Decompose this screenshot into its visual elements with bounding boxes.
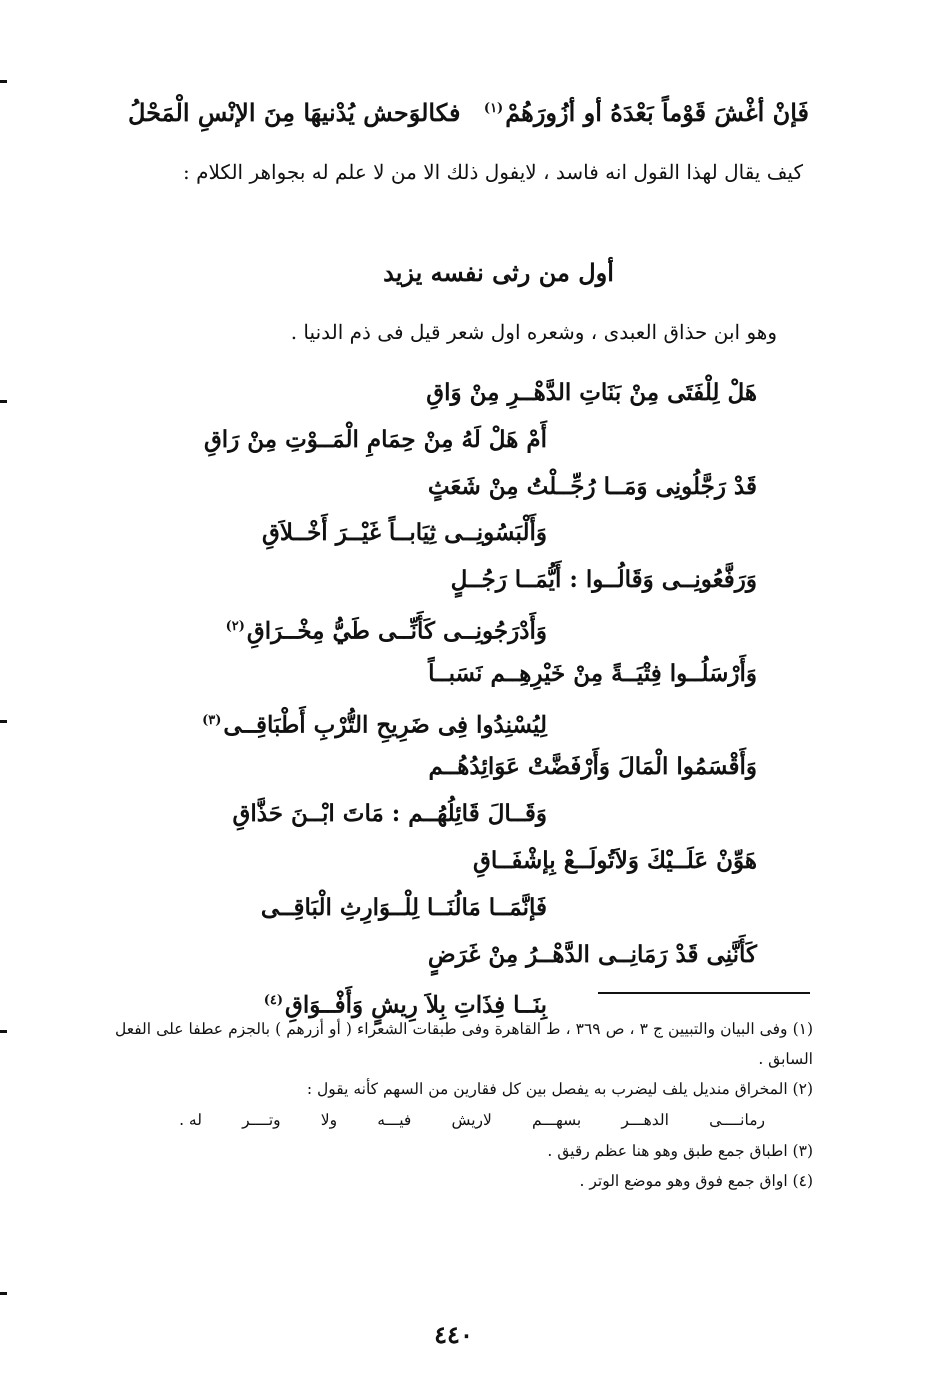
footnote-ref: (٢) <box>225 618 245 634</box>
poem-line-text: قَدْ رَجَّلُونِى وَمَــا رُجِّــلْتُ مِنْ شَعَثٍ <box>427 472 757 500</box>
footnote-2: (٢) المخراق منديل يلف ليضرب به يفصل بين كل فقارين من السهم كأنه يقول : <box>306 1080 813 1098</box>
poem-line <box>130 651 757 698</box>
scan-edge-mark <box>0 720 7 723</box>
footnote-verse-word: الدهـــر <box>621 1111 669 1129</box>
poem-line <box>130 557 757 604</box>
opening-hemistich-1: فَإنْ أغْشَ قَوْماً بَعْدَهُ أو أزُورَهُمْ$^{(١)}$ <box>483 98 809 127</box>
scan-edge-mark <box>0 1292 7 1295</box>
footnote-3: (٣) اطباق جمع طبق وهو هنا عظم رقيق . <box>547 1142 813 1160</box>
poem-line-text: كَأَنَّنِى قَدْ رَمَانِــى الدَّهْــرُ مِنْ غَرَضٍ <box>427 940 757 968</box>
poem-line <box>130 744 757 791</box>
section-heading: أول من رثى نفسه يزيد <box>383 258 614 287</box>
footnote-verse-word: ولا <box>320 1111 338 1129</box>
footnotes <box>115 1014 813 1196</box>
footnote-ref: (٤) <box>263 993 283 1009</box>
footnote-separator <box>598 992 810 994</box>
footnote-2-verse <box>115 1104 813 1136</box>
footnote-verse-word: فيـــه <box>377 1111 412 1129</box>
scan-edge-mark <box>0 80 7 83</box>
footnote-1: (١) وفى البيان والتبيين ج ٣ ، ص ٣٦٩ ، ط القاهرة وفى طبقات الشعراء ( أو أزرهم ) بالجزم عطفا على الفعل السابق . <box>115 1020 814 1068</box>
poem-line <box>130 464 757 511</box>
poem-line <box>130 417 757 464</box>
footnote-ref: (٣) <box>202 712 222 728</box>
commentary-paragraph: كيف يقال لهذا القول انه فاسد ، لايفول ذلك الا من لا علم له بجواهر الكلام : <box>183 160 803 184</box>
poem-line <box>130 604 757 651</box>
poem-line-text: هَوِّنْ عَلَــيْكَ وَلاَتُولَــعْ بِإشْفَــاقِ <box>473 846 757 874</box>
poem-line-text: وَأَدْرَجُونِــى كَأَنِّــى طَيُّ مِخْــرَاقِ <box>246 617 547 645</box>
poem-line <box>130 838 757 885</box>
poem-line-text: وَقَــالَ قَائِلُهُــم : مَاتَ ابْــنَ حَذَّاقِ <box>232 800 547 828</box>
poem-line <box>130 510 757 557</box>
poem-line-text: وَرَفَّعُونِــى وَقَالُــوا : أَيُّمَــا رَجُــلٍ <box>450 566 757 594</box>
page-number: ٤٤٠ <box>434 1320 473 1349</box>
footnote-ref: (١) <box>483 101 504 116</box>
footnote-verse-word: لاريش <box>451 1111 492 1129</box>
poem <box>130 370 757 1025</box>
poem-line-text: وَأَرْسَلُــوا فِتْيَــةً مِنْ خَيْرِهِــم نَسَبــاً <box>428 659 757 687</box>
poem-line-text: هَلْ لِلْفَتَى مِنْ بَنَاتِ الدَّهْــرِ مِنْ وَاقِ <box>426 379 757 406</box>
footnote-verse-word: وتــــر <box>242 1111 281 1129</box>
scan-edge-mark <box>0 1030 7 1033</box>
poem-line <box>130 885 757 932</box>
poem-line-text: فَإنَّمَــا مَالُنَــا لِلْــوَارِثِ الْبَاقِــى <box>260 893 547 921</box>
footnote-verse-word: له . <box>179 1111 202 1129</box>
poem-line <box>130 370 757 417</box>
poem-line <box>130 698 757 745</box>
footnote-4: (٤) اواق جمع فوق وهو موضع الوتر . <box>579 1172 813 1190</box>
footnote-verse-word: رمانــــى <box>709 1111 765 1129</box>
footnote-verse-word: بسهـــم <box>532 1111 582 1129</box>
poem-line-text: أَمْ هَلْ لَهُ مِنْ حِمَامِ الْمَــوْتِ مِنْ رَاقِ <box>203 425 547 453</box>
poem-line-text: لِيُسْنِدُوا فِى ضَرِيحِ التُّرْبِ أَطْبَاقِــى <box>223 711 547 739</box>
opening-verse <box>128 92 819 140</box>
poem-line-text: وَأَلْبَسُونِــى ثِيَابــاً غَيْــرَ أَخْــلاَقِ <box>262 519 547 547</box>
opening-hemistich-2: فكالوَحش يُدْنيهَا مِنَ الإنْسِ الْمَحْلُ <box>128 98 461 127</box>
poem-line-text: بِنَــا فِذَاتِ بِلاَ رِيشٍ وَأَفْــوَاقِ <box>284 992 547 1020</box>
scan-edge-mark <box>0 400 7 403</box>
poem-line <box>130 932 757 979</box>
poem-line <box>130 791 757 838</box>
poem-line-text: وَأَقْسَمُوا الْمَالَ وَأَرْفَضَّتْ عَوَائِدُهُــم <box>428 753 757 781</box>
section-intro: وهو ابن حذاق العبدى ، وشعره اول شعر قيل فى ذم الدنيا . <box>290 320 777 344</box>
